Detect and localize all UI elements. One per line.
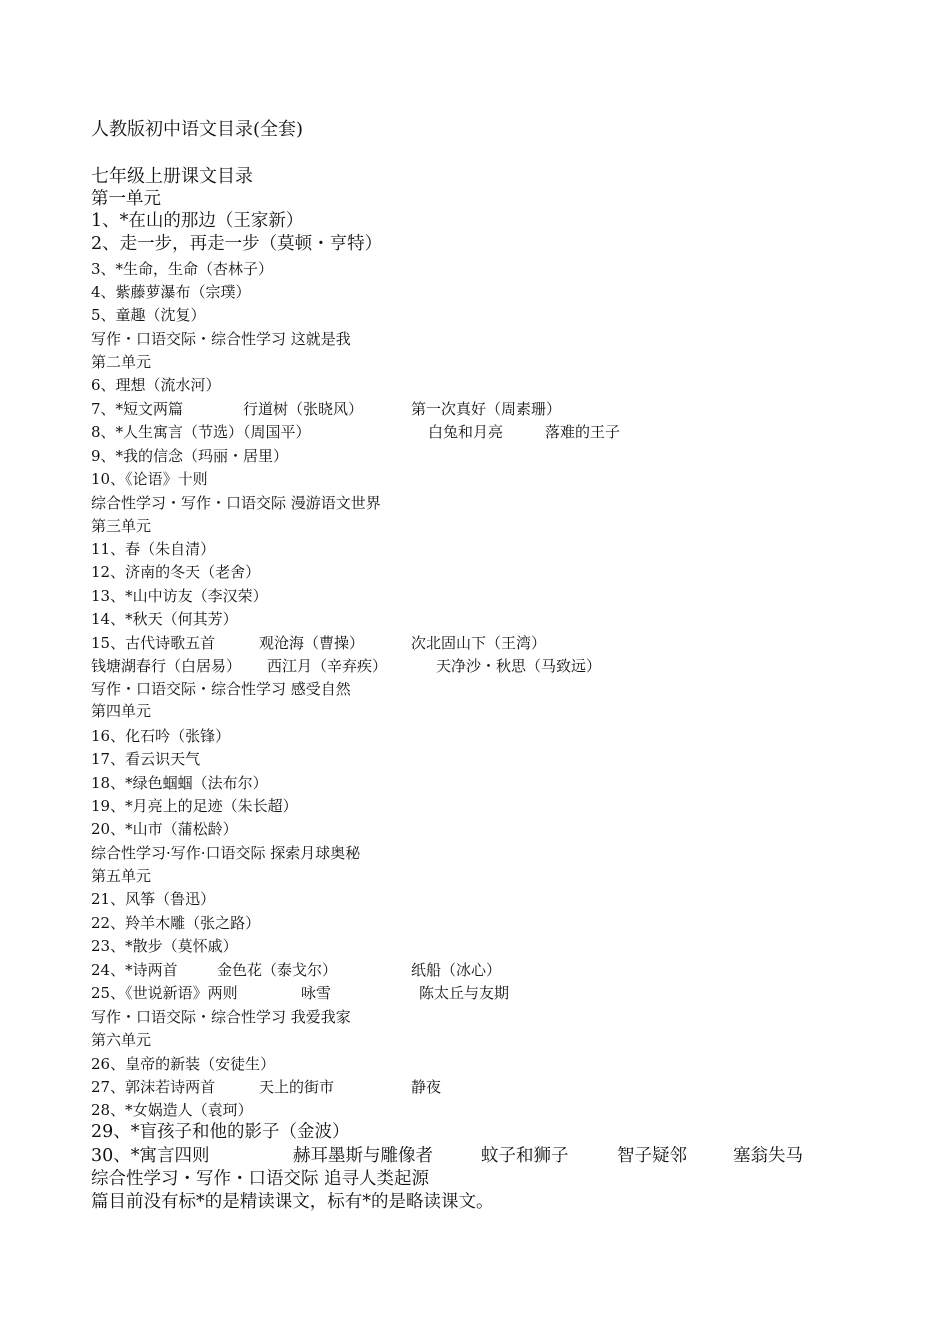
toc-entry: 12、济南的冬天（老舍）: [91, 563, 261, 581]
grade-heading: 七年级上册课文目录: [91, 166, 253, 187]
toc-sub-entry: 咏雪: [301, 984, 332, 1002]
toc-entry: 17、看云识天气: [91, 750, 201, 768]
toc-entry: 30、*寓言四则: [91, 1146, 210, 1166]
toc-sub-entry: 天上的街市: [259, 1078, 335, 1096]
toc-entry: 25、《世说新语》两则: [91, 984, 238, 1002]
toc-entry: 第二单元: [91, 353, 152, 371]
toc-sub-entry: 观沧海（曹操）: [259, 634, 365, 652]
toc-entry: 1、*在山的那边（王家新）: [91, 211, 304, 231]
toc-entry: 29、*盲孩子和他的影子（金波）: [91, 1122, 350, 1142]
toc-sub-entry: 陈太丘与友期: [419, 984, 510, 1002]
toc-sub-entry: 白兔和月亮: [428, 423, 504, 441]
toc-entry: 21、风筝（鲁迅）: [91, 890, 216, 908]
toc-sub-entry: 金色花（泰戈尔）: [217, 961, 338, 979]
toc-entry: 11、春（朱自清）: [91, 540, 216, 558]
toc-entry: 第三单元: [91, 517, 152, 535]
toc-entry: 7、*短文两篇: [91, 400, 184, 418]
toc-sub-entry: 行道树（张晓风）: [243, 400, 364, 418]
toc-entry: 篇目前没有标*的是精读课文，标有*的是略读课文。: [91, 1192, 494, 1212]
toc-entry: 4、紫藤萝瀑布（宗璞）: [91, 283, 251, 301]
toc-entry: 第四单元: [91, 702, 152, 720]
toc-entry: 14、*秋天（何其芳）: [91, 610, 238, 628]
toc-sub-entry: 纸船（冰心）: [411, 961, 502, 979]
toc-entry: 综合性学习・写作・口语交际 漫游语文世界: [91, 494, 381, 512]
toc-sub-entry: 赫耳墨斯与雕像者: [293, 1146, 433, 1166]
toc-entry: 13、*山中访友（李汉荣）: [91, 587, 268, 605]
toc-entry: 26、皇帝的新装（安徒生）: [91, 1055, 276, 1073]
toc-entry: 10、《论语》十则: [91, 470, 208, 488]
toc-sub-entry: 次北固山下（王湾）: [411, 634, 547, 652]
toc-entry: 钱塘湖春行（白居易）: [91, 657, 242, 675]
toc-entry: 综合性学习·写作·口语交际 探索月球奥秘: [91, 844, 361, 862]
toc-entry: 27、郭沫若诗两首: [91, 1078, 216, 1096]
toc-entry: 第六单元: [91, 1031, 152, 1049]
toc-entry: 8、*人生寓言（节选）（周国平）: [91, 423, 311, 441]
toc-entry: 18、*绿色蝈蝈（法布尔）: [91, 774, 268, 792]
toc-entry: 20、*山市（蒲松龄）: [91, 820, 238, 838]
document-title: 人教版初中语文目录(全套): [91, 119, 304, 140]
toc-entry: 23、*散步（莫怀戚）: [91, 937, 238, 955]
toc-entry: 写作・口语交际・综合性学习 感受自然: [91, 680, 351, 698]
toc-sub-entry: 西江月（辛弃疾）: [267, 657, 388, 675]
toc-entry: 第一单元: [91, 189, 161, 209]
toc-entry: 写作・口语交际・综合性学习 我爱我家: [91, 1008, 351, 1026]
toc-entry: 22、羚羊木雕（张之路）: [91, 914, 261, 932]
toc-entry: 2、走一步，再走一步（莫顿・亨特）: [91, 234, 383, 254]
toc-entry: 6、理想（流水河）: [91, 376, 221, 394]
toc-entry: 综合性学习・写作・口语交际 追寻人类起源: [91, 1169, 430, 1189]
toc-sub-entry: 智子疑邻: [617, 1146, 687, 1166]
toc-sub-entry: 塞翁失马: [733, 1146, 803, 1166]
toc-entry: 19、*月亮上的足迹（朱长超）: [91, 797, 298, 815]
toc-sub-entry: 天净沙・秋思（马致远）: [436, 657, 602, 675]
toc-sub-entry: 第一次真好（周素珊）: [411, 400, 562, 418]
toc-sub-entry: 蚊子和狮子: [481, 1146, 569, 1166]
toc-entry: 5、童趣（沈复）: [91, 306, 206, 324]
toc-entry: 16、化石吟（张锋）: [91, 727, 231, 745]
toc-entry: 写作・口语交际・综合性学习 这就是我: [91, 330, 351, 348]
toc-sub-entry: 静夜: [411, 1078, 442, 1096]
toc-entry: 28、*女娲造人（袁珂）: [91, 1101, 253, 1119]
toc-entry: 第五单元: [91, 867, 152, 885]
toc-entry: 24、*诗两首: [91, 961, 178, 979]
toc-entry: 3、*生命，生命（杏林子）: [91, 260, 274, 278]
toc-entry: 9、*我的信念（玛丽・居里）: [91, 447, 289, 465]
toc-entry: 15、古代诗歌五首: [91, 634, 216, 652]
toc-sub-entry: 落难的王子: [545, 423, 621, 441]
